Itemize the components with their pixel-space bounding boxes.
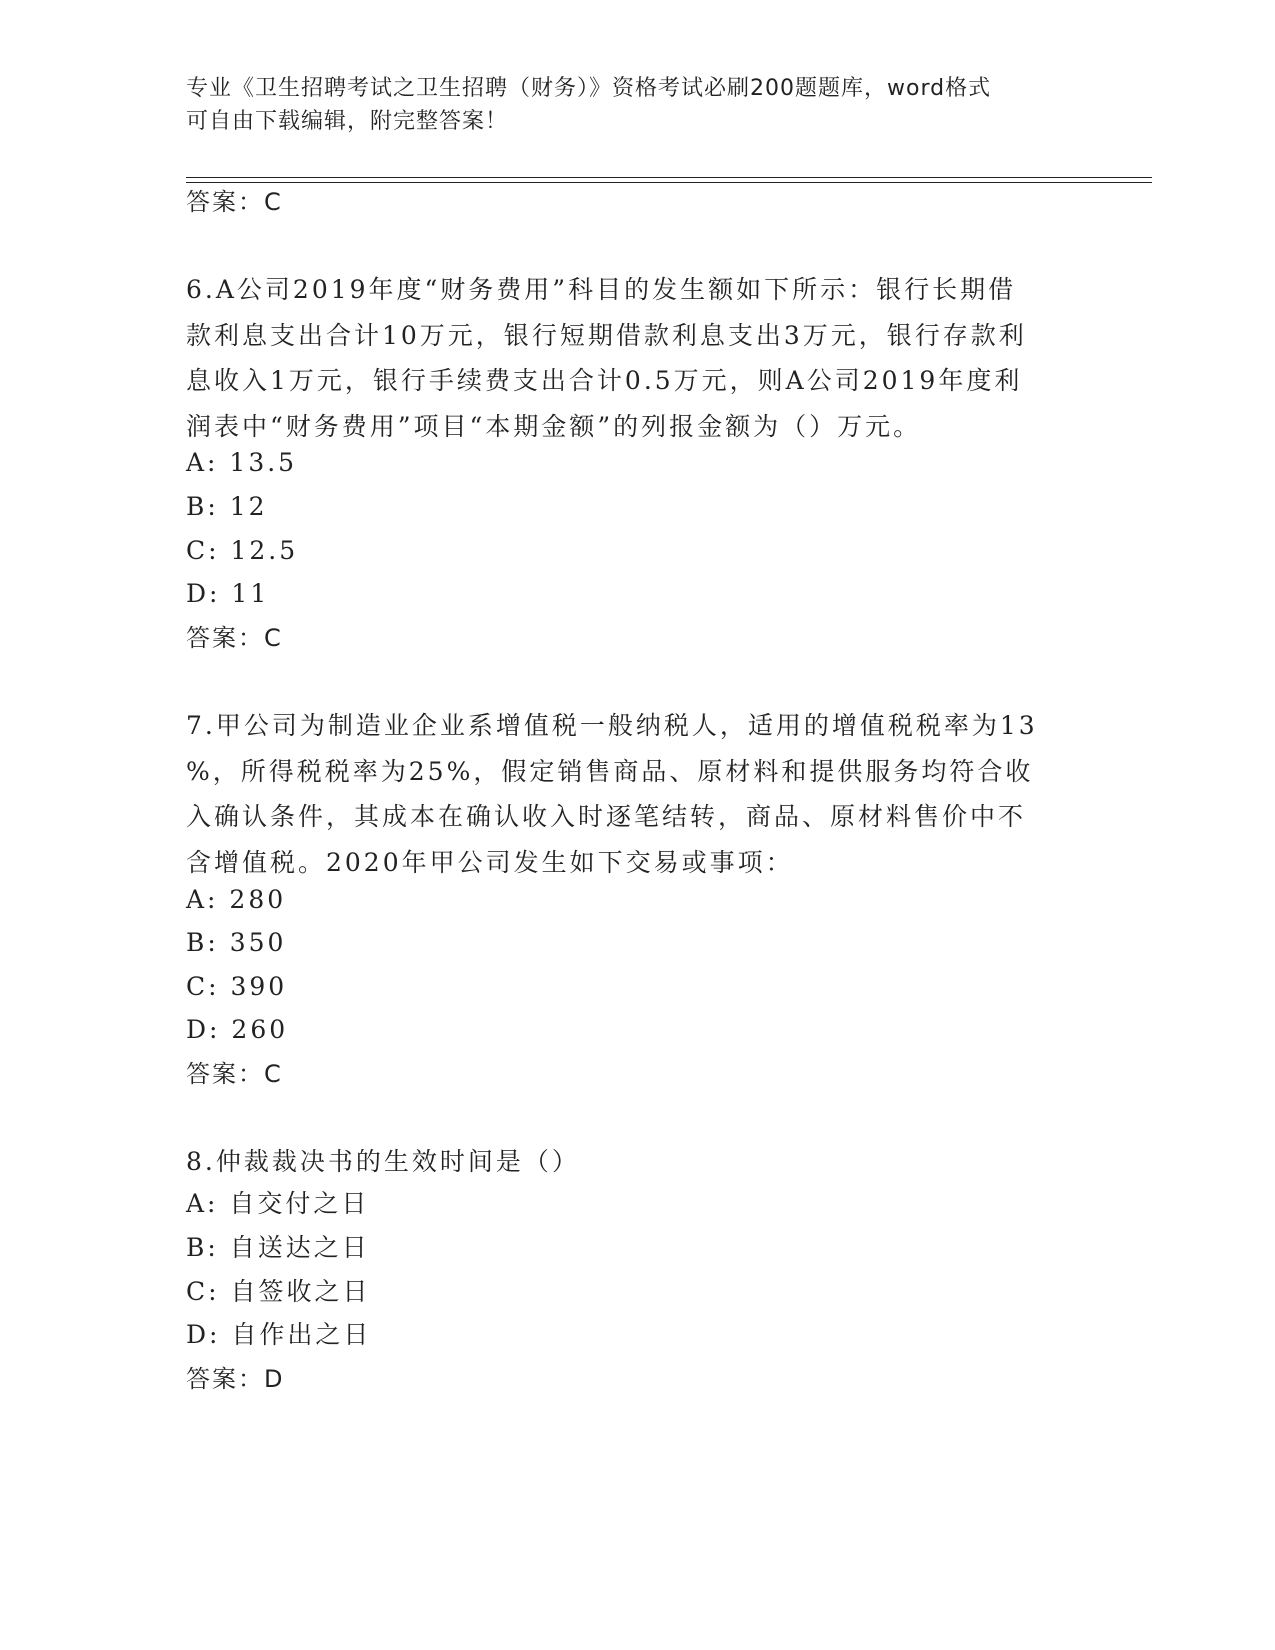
- question-line: 润表中“财务费用”项目“本期金额”的列报金额为（）万元。: [186, 411, 922, 441]
- header-line-2: 可自由下载编辑，附完整答案！: [186, 109, 509, 134]
- question-7-option-c: C: 390: [186, 972, 288, 1001]
- question-8-text: [186, 1139, 1086, 1185]
- question-line: 款利息支出合计10万元，银行短期借款利息支出3万元，银行存款利: [186, 320, 1027, 350]
- question-6-option-a: A: 13.5: [186, 448, 298, 477]
- question-8-answer: 答案：D: [186, 1365, 285, 1393]
- question-8-option-c: C: 自签收之日: [186, 1277, 371, 1306]
- question-line: 入确认条件，其成本在确认收入时逐笔结转，商品、原材料售价中不: [186, 802, 1027, 831]
- header-line-1: 专业《卫生招聘考试之卫生招聘（财务）》资格考试必刷200题题库，word格式: [186, 76, 992, 101]
- question-7-option-d: D: 260: [186, 1015, 289, 1044]
- question-7-option-b: B: 350: [186, 928, 287, 957]
- question-8-option-d: D: 自作出之日: [186, 1320, 372, 1349]
- question-line: 含增值税。2020年甲公司发生如下交易或事项：: [186, 847, 794, 877]
- question-line: %，所得税税率为25%，假定销售商品、原材料和提供服务均符合收: [186, 756, 1034, 786]
- question-line: 6.A公司2019年度“财务费用”科目的发生额如下所示：银行长期借: [186, 275, 1017, 304]
- question-line: 息收入1万元，银行手续费支出合计0.5万元，则A公司2019年度利: [186, 366, 1023, 395]
- question-8-option-b: B: 自送达之日: [186, 1233, 370, 1262]
- previous-answer: 答案：C: [186, 188, 283, 216]
- question-6-text: [186, 267, 1086, 449]
- question-6-option-d: D: 11: [186, 579, 270, 608]
- question-8-option-a: A: 自交付之日: [186, 1189, 370, 1218]
- question-6-option-b: B: 12: [186, 492, 268, 521]
- header-divider-top: [186, 177, 1152, 178]
- question-6-answer: 答案：C: [186, 624, 283, 652]
- header-divider-bottom: [186, 182, 1152, 183]
- question-7-text: [186, 703, 1086, 885]
- document-header: [186, 72, 1086, 138]
- question-line: 8.仲裁裁决书的生效时间是（）: [186, 1147, 580, 1176]
- question-7-answer: 答案：C: [186, 1060, 283, 1088]
- question-line: 7.甲公司为制造业企业系增值税一般纳税人，适用的增值税税率为13: [186, 711, 1038, 740]
- question-6-option-c: C: 12.5: [186, 536, 299, 565]
- question-7-option-a: A: 280: [186, 885, 287, 914]
